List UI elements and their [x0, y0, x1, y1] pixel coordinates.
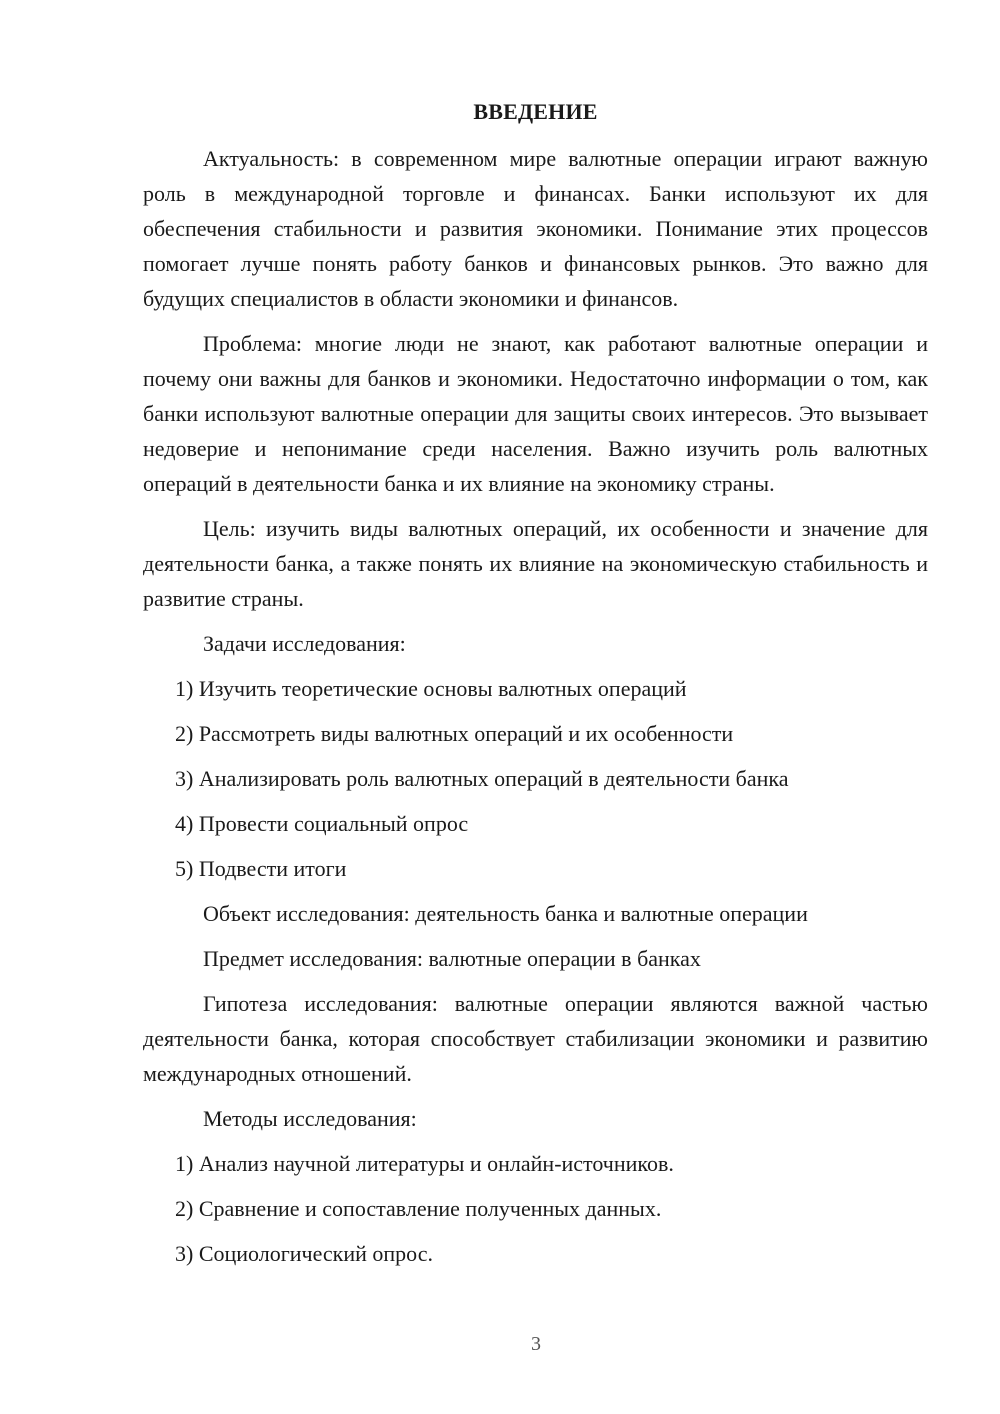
page-title: ВВЕДЕНИЕ	[473, 99, 598, 124]
hypothesis-paragraph: Гипотеза исследования: валютные операции являются важной частью деятельности банка, которая способствует стабилизации экономики и развитию международных отношений.	[143, 991, 928, 1086]
method-item-2: 2) Сравнение и сопоставление полученных данных.	[175, 1196, 662, 1221]
research-object: Объект исследования: деятельность банка и валютные операции	[203, 901, 808, 926]
task-item-5: 5) Подвести итоги	[175, 856, 347, 881]
document-page	[143, 94, 928, 1281]
tasks-heading: Задачи исследования:	[203, 631, 406, 656]
page-number: 3	[531, 1333, 541, 1355]
task-item-4: 4) Провести социальный опрос	[175, 811, 469, 836]
task-item-3: 3) Анализировать роль валютных операций в деятельности банка	[175, 766, 789, 791]
task-item-1: 1) Изучить теоретические основы валютных операций	[175, 676, 687, 701]
method-item-1: 1) Анализ научной литературы и онлайн-источников.	[175, 1151, 674, 1176]
task-item-2: 2) Рассмотреть виды валютных операций и их особенности	[175, 721, 734, 746]
methods-heading: Методы исследования:	[203, 1106, 417, 1131]
problem-paragraph: Проблема: многие люди не знают, как работают валютные операции и почему они важны для банков и экономики. Недостаточно информации о том, как банки используют валютные операции для защиты своих интересов. Это вызывает недоверие и непонимание среди населения. Важно изучить роль валютных операций в деятельности банка и их влияние на экономику страны.	[143, 331, 928, 496]
method-item-3: 3) Социологический опрос.	[175, 1241, 433, 1266]
research-subject: Предмет исследования: валютные операции в банках	[203, 946, 701, 971]
goal-paragraph: Цель: изучить виды валютных операций, их особенности и значение для деятельности банка, а также понять их влияние на экономическую стабильность и развитие страны.	[143, 516, 928, 611]
relevance-paragraph: Актуальность: в современном мире валютные операции играют важную роль в международной торговле и финансах. Банки используют их для обеспечения стабильности и развития экономики. Понимание этих процессов помогает лучше понять работу банков и финансовых рынков. Это важно для будущих специалистов в области экономики и финансов.	[143, 146, 928, 311]
